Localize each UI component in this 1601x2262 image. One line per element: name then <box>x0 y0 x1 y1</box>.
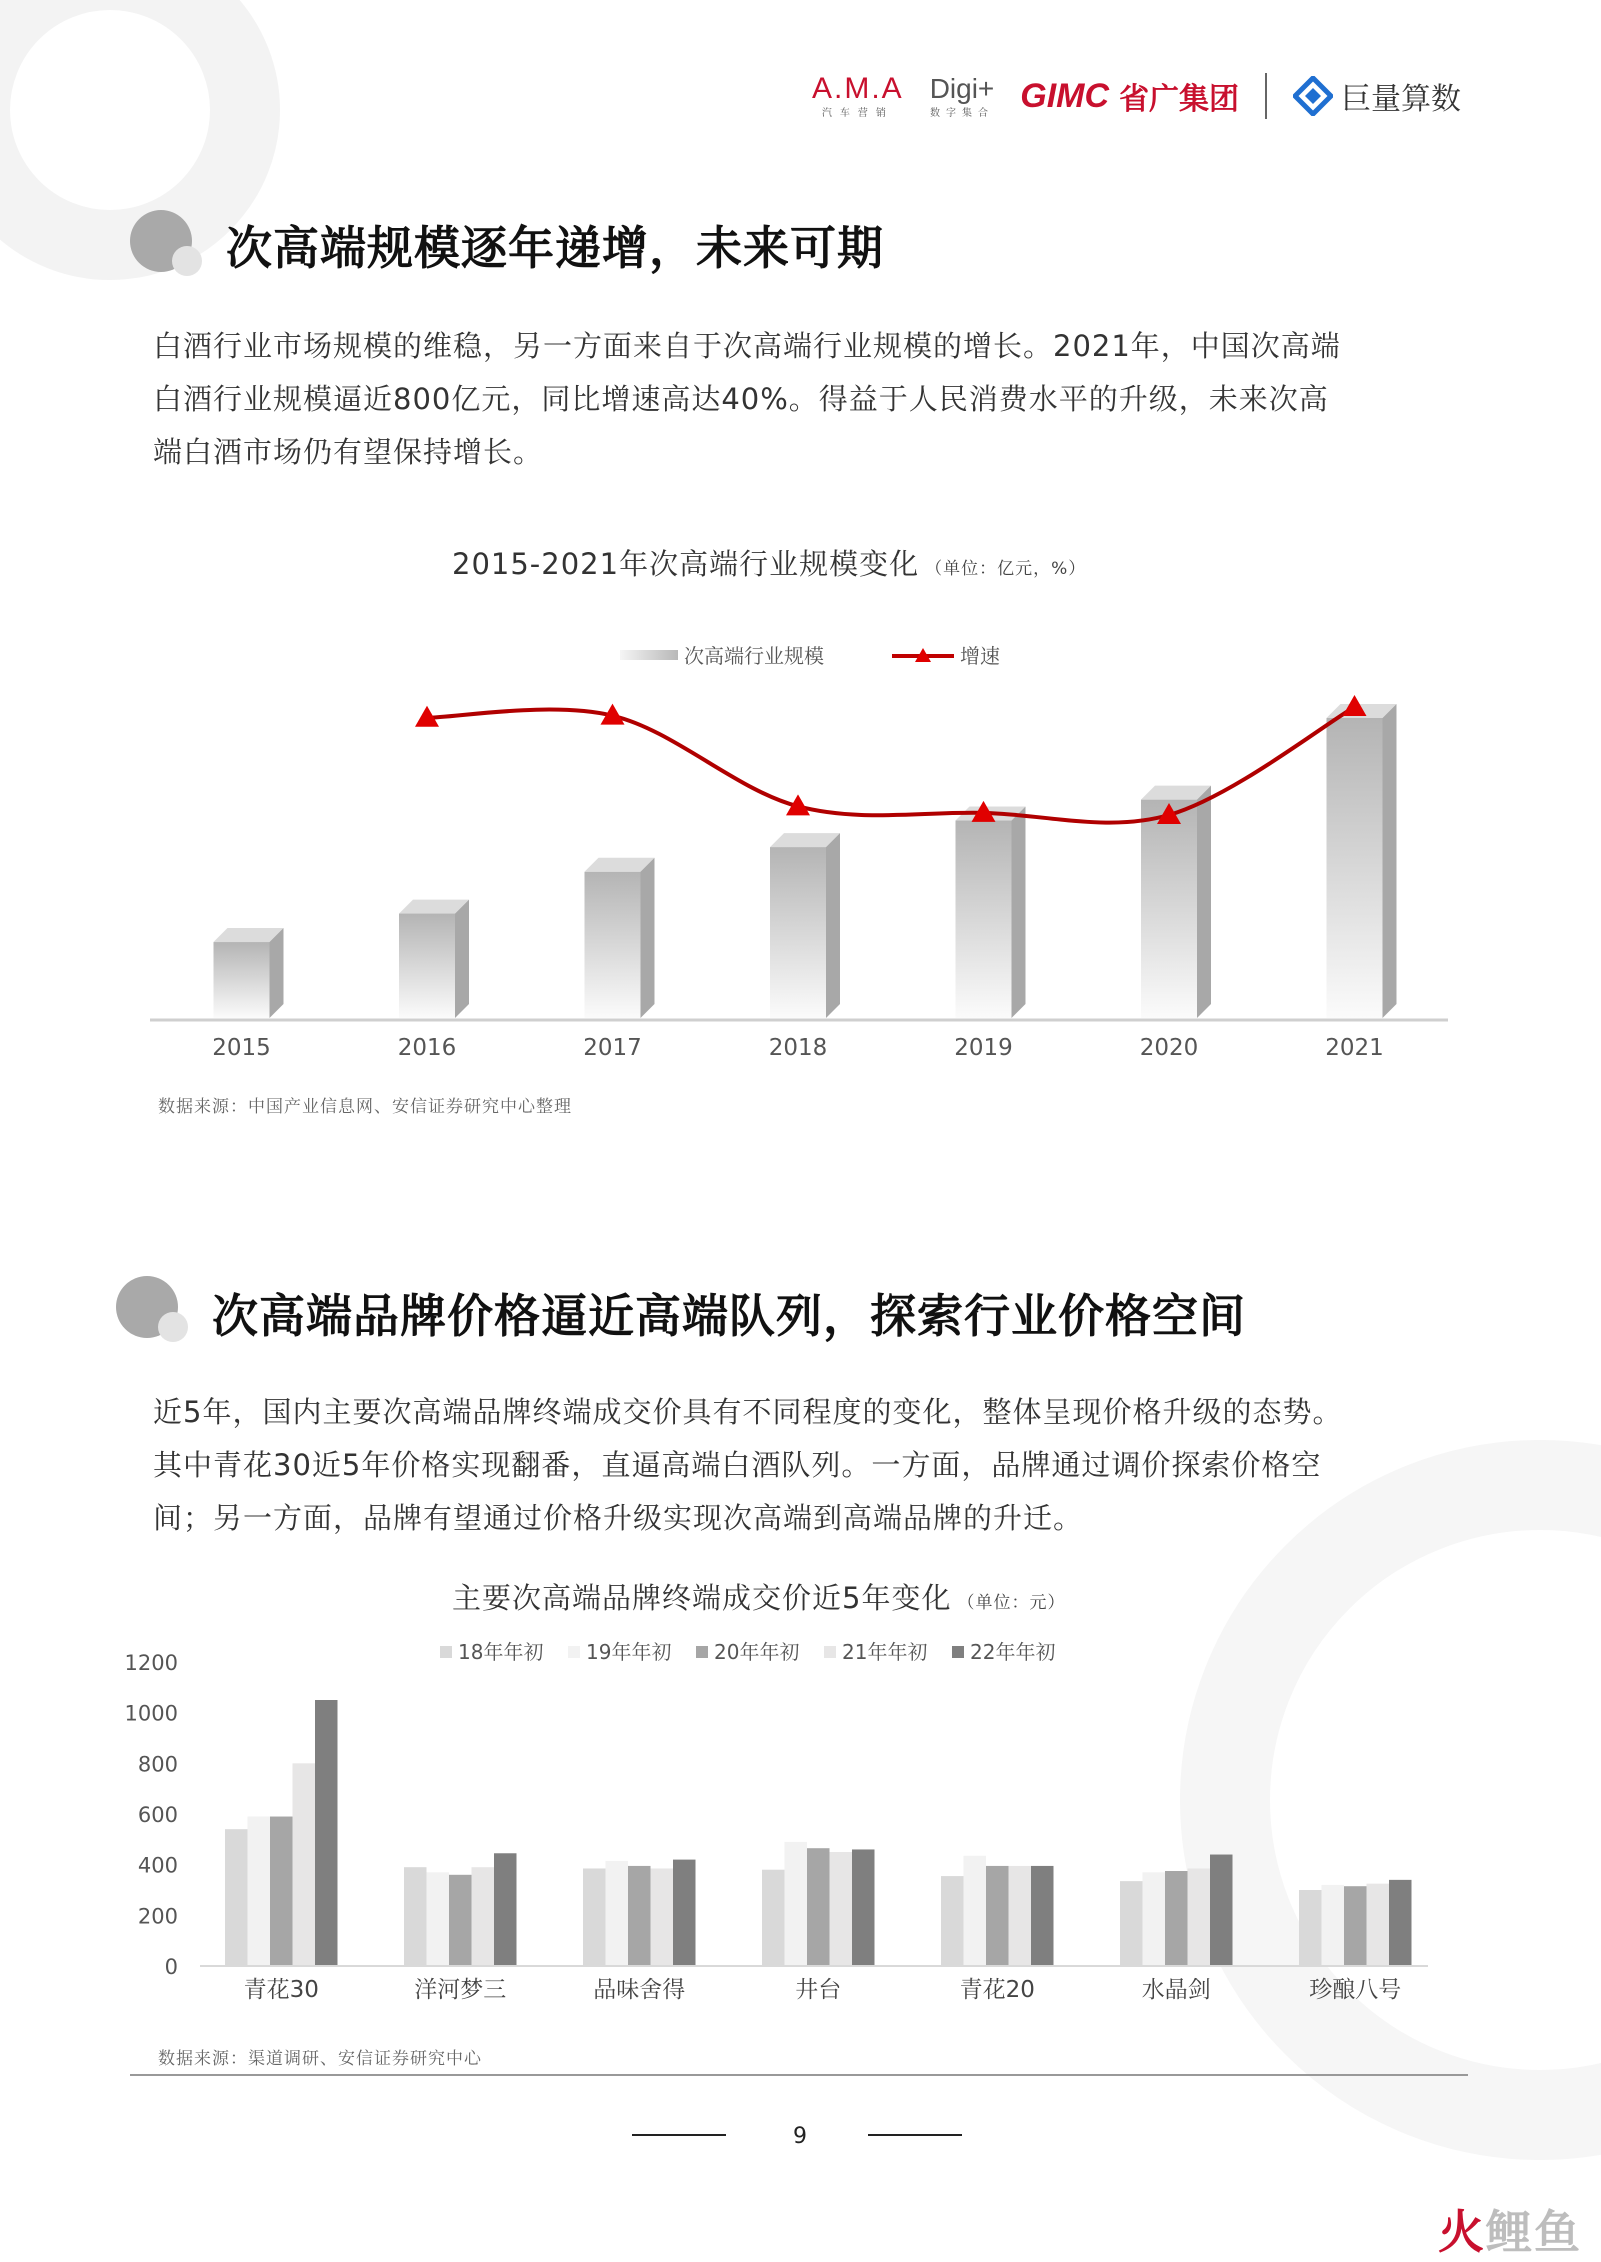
bar <box>673 1860 696 1966</box>
watermark-a: 火 <box>1438 2205 1486 2259</box>
bar-side <box>1383 704 1397 1018</box>
legend-swatch <box>824 1646 836 1658</box>
bar <box>1031 1866 1054 1966</box>
logo-divider <box>1265 73 1267 119</box>
watermark-logo <box>1438 2196 1582 2262</box>
chart2-svg <box>0 1630 1601 2010</box>
section1-line: 白酒行业规模逼近800亿元，同比增速高达40%。得益于人民消费水平的升级，未来次高 <box>153 382 1329 416</box>
bar <box>1389 1880 1412 1966</box>
legend-label: 20年年初 <box>714 1640 800 1664</box>
y-tick-label: 0 <box>164 1955 178 1979</box>
ama-logo-subtext: 汽车营销 <box>821 107 894 119</box>
bar <box>1143 1872 1166 1966</box>
bar <box>404 1867 427 1966</box>
bar <box>964 1856 987 1966</box>
ama-logo-text: A.M.A <box>812 71 904 105</box>
bar <box>762 1870 785 1966</box>
digi-logo-text: Digi+ <box>929 72 995 104</box>
bar <box>651 1868 674 1966</box>
x-tick-label: 2020 <box>1139 1035 1199 1061</box>
bar <box>785 1842 808 1966</box>
legend-label-rate: 增速 <box>960 644 1000 668</box>
x-tick-label: 2017 <box>583 1035 642 1061</box>
chart1-title <box>452 542 1086 583</box>
bar <box>449 1875 472 1966</box>
bar <box>214 942 270 1018</box>
x-tick-label: 青花20 <box>959 1977 1035 2003</box>
bar <box>1322 1885 1345 1966</box>
bar <box>270 1817 293 1966</box>
legend-label: 19年年初 <box>586 1640 672 1664</box>
y-tick-label: 800 <box>137 1752 178 1777</box>
bullet-circle-small <box>158 1312 188 1342</box>
bar <box>399 914 455 1018</box>
bar <box>472 1867 495 1966</box>
page-number: 9 <box>793 2124 807 2149</box>
bar <box>585 872 641 1018</box>
x-tick-label: 洋河梦三 <box>414 1977 507 2003</box>
chart2-title <box>452 1576 1065 1617</box>
x-tick-label: 珍酿八号 <box>1309 1977 1402 2003</box>
bar-side <box>455 900 469 1018</box>
bar <box>1344 1886 1367 1966</box>
bar <box>852 1849 875 1966</box>
bar <box>941 1876 964 1966</box>
legend-label: 22年年初 <box>970 1640 1056 1664</box>
bar <box>1009 1866 1032 1966</box>
bottom-rule <box>130 2074 1468 2076</box>
legend-label: 21年年初 <box>842 1640 928 1664</box>
bar <box>830 1852 853 1966</box>
bar <box>1327 718 1383 1018</box>
bar <box>315 1700 338 1966</box>
bar <box>1120 1881 1143 1966</box>
bar <box>1165 1871 1188 1966</box>
x-tick-label: 2018 <box>768 1035 828 1061</box>
bar <box>956 821 1012 1018</box>
section2-title: 次高端品牌价格逼近高端队列，探索行业价格空间 <box>212 1289 1246 1343</box>
x-tick-label: 品味舍得 <box>593 1977 686 2003</box>
bar <box>628 1866 651 1966</box>
bar <box>1210 1855 1233 1966</box>
gimc-cn-logo: 省广集团 <box>1119 82 1240 117</box>
chart1-title-text: 2015-2021年次高端行业规模变化 <box>452 547 920 581</box>
ama-logo <box>812 71 904 119</box>
y-tick-label: 1000 <box>124 1701 178 1726</box>
y-tick-label: 200 <box>137 1904 178 1929</box>
bar <box>606 1861 629 1966</box>
bar <box>225 1829 248 1966</box>
bar <box>770 847 826 1018</box>
bar-side <box>1197 786 1211 1018</box>
y-tick-label: 600 <box>137 1803 178 1827</box>
bar <box>1299 1890 1322 1966</box>
y-tick-label: 1200 <box>124 1651 178 1675</box>
bar <box>427 1872 450 1966</box>
legend-label: 18年年初 <box>458 1640 544 1664</box>
bar <box>248 1817 271 1966</box>
section2-line: 近5年，国内主要次高端品牌终端成交价具有不同程度的变化，整体呈现价格升级的态势。 <box>153 1395 1343 1429</box>
juliang-logo-text: 巨量算数 <box>1341 82 1462 117</box>
x-tick-label: 水晶剑 <box>1141 1977 1211 2003</box>
section2-paragraph <box>153 1386 1342 1545</box>
bar <box>494 1853 517 1966</box>
section1-paragraph <box>153 320 1341 479</box>
legend-swatch-scale <box>620 650 678 660</box>
chart1-source: 数据来源：中国产业信息网、安信证券研究中心整理 <box>158 1097 572 1117</box>
juliang-diamond-icon <box>1293 76 1333 116</box>
digi-logo <box>930 74 995 119</box>
bullet-circle-small <box>172 246 202 276</box>
legend-swatch <box>952 1646 964 1658</box>
legend-swatch <box>696 1646 708 1658</box>
legend-swatch <box>568 1646 580 1658</box>
bar <box>1367 1884 1390 1966</box>
bar <box>1188 1868 1211 1966</box>
digi-logo-subtext: 数字集合 <box>929 107 994 119</box>
bar-side <box>641 858 655 1018</box>
section1-title: 次高端规模逐年递增，未来可期 <box>226 221 884 275</box>
page-number-line-right <box>868 2134 962 2136</box>
section2-line: 间；另一方面，品牌有望通过价格升级实现次高端到高端品牌的升迁。 <box>153 1501 1084 1535</box>
legend-swatch <box>440 1646 452 1658</box>
watermark-b: 鲤鱼 <box>1486 2205 1582 2259</box>
chart2-title-text: 主要次高端品牌终端成交价近5年变化 <box>452 1581 952 1615</box>
x-tick-label: 青花30 <box>243 1977 319 2003</box>
bar-side <box>270 928 284 1018</box>
bar <box>1141 800 1197 1018</box>
legend-label-scale: 次高端行业规模 <box>684 644 824 668</box>
bar <box>293 1763 316 1966</box>
page-number-line-left <box>632 2134 726 2136</box>
bar <box>583 1868 606 1966</box>
header-logos <box>812 66 1492 126</box>
section1-line: 端白酒市场仍有望保持增长。 <box>153 435 544 469</box>
chart1-svg <box>0 620 1601 1070</box>
bar <box>807 1848 830 1966</box>
section2-line: 其中青花30近5年价格实现翻番，直逼高端白酒队列。一方面，品牌通过调价探索价格空 <box>153 1448 1322 1482</box>
bar-side <box>826 833 840 1018</box>
juliang-logo <box>1293 74 1461 118</box>
x-tick-label: 2019 <box>954 1035 1013 1061</box>
chart2-unit: （单位：元） <box>957 1593 1066 1613</box>
chart1-unit: （单位：亿元，%） <box>925 559 1087 579</box>
chart2-source: 数据来源：渠道调研、安信证券研究中心 <box>158 2049 482 2069</box>
y-tick-label: 400 <box>137 1853 178 1878</box>
x-tick-label: 2021 <box>1325 1035 1384 1061</box>
bar <box>986 1866 1009 1966</box>
bar-side <box>1012 807 1026 1018</box>
x-tick-label: 井台 <box>795 1977 842 2003</box>
rate-line <box>427 707 1355 823</box>
section1-line: 白酒行业市场规模的维稳，另一方面来自于次高端行业规模的增长。2021年，中国次高端 <box>153 329 1341 363</box>
gimc-logo: GIMC <box>1020 76 1110 115</box>
x-tick-label: 2015 <box>212 1035 271 1061</box>
x-tick-label: 2016 <box>397 1035 457 1061</box>
